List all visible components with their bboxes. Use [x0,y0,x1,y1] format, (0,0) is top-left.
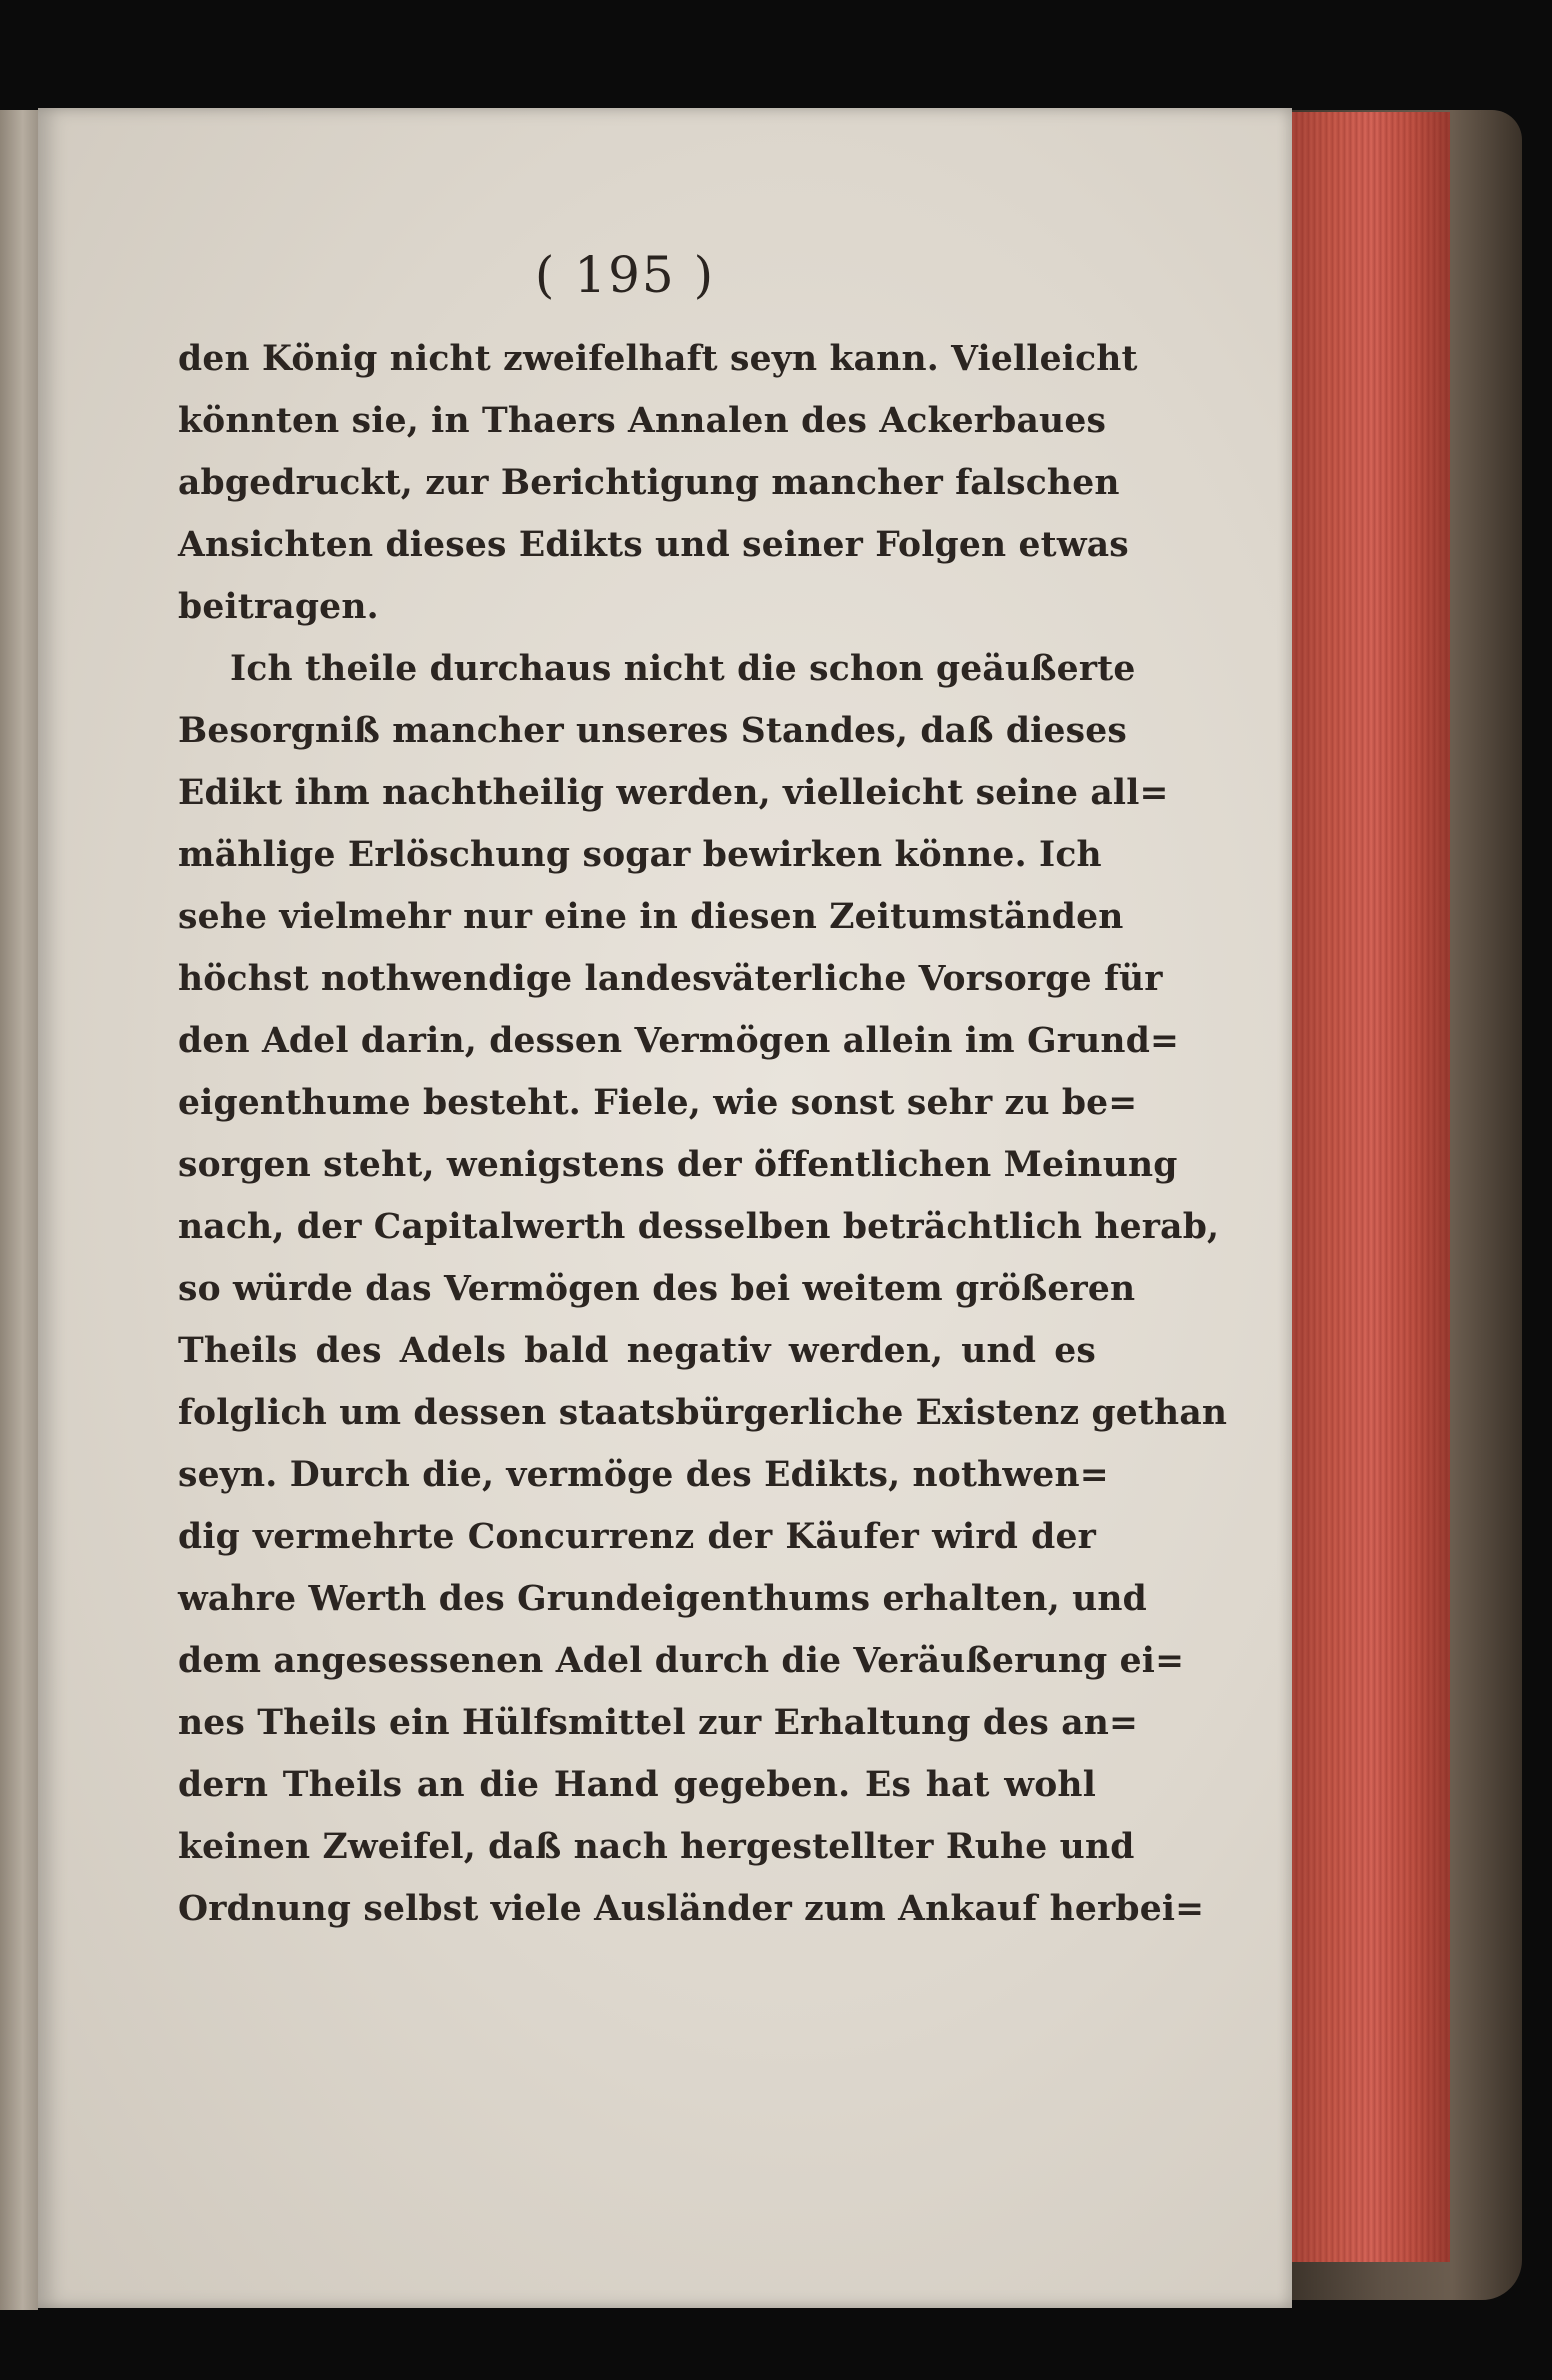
text-line: Theils des Adels bald negativ werden, und es [178,1331,1096,1371]
text-line: keinen Zweifel, daß nach hergestellter Ruhe und [178,1827,1135,1867]
text-line: mählige Erlöschung sogar bewirken könne. Ich [178,835,1102,875]
text-line: Edikt ihm nachtheilig werden, vielleicht seine all= [178,773,1169,813]
red-page-edges [1290,112,1450,2262]
text-line: sehe vielmehr nur eine in diesen Zeitumständen [178,897,1124,937]
text-line: sorgen steht, wenigstens der öffentlichen Meinung [178,1145,1178,1185]
text-line: Ansichten dieses Edikts und seiner Folgen etwas [178,525,1129,565]
previous-page-edge [0,110,38,2310]
book-page [38,108,1292,2308]
text-line: höchst nothwendige landesväterliche Vorsorge für [178,959,1163,999]
text-line: seyn. Durch die, vermöge des Edikts, nothwen= [178,1455,1109,1495]
text-line: abgedruckt, zur Berichtigung mancher falschen [178,463,1120,503]
text-line: so würde das Vermögen des bei weitem größeren [178,1269,1136,1309]
text-line: wahre Werth des Grundeigenthums erhalten, und [178,1579,1148,1619]
text-line: folglich um dessen staatsbürgerliche Existenz gethan [178,1393,1228,1433]
text-line: eigenthume besteht. Fiele, wie sonst sehr zu be= [178,1083,1138,1123]
text-line: den König nicht zweifelhaft seyn kann. Vielleicht [178,339,1138,379]
page-number: ( 195 ) [534,246,716,304]
text-line: nes Theils ein Hülfsmittel zur Erhaltung des an= [178,1703,1139,1743]
body-text [178,328,1228,1940]
text-line: den Adel darin, dessen Vermögen allein im Grund= [178,1021,1180,1061]
text-line: dern Theils an die Hand gegeben. Es hat wohl [178,1765,1096,1805]
text-line: Besorgniß mancher unseres Standes, daß dieses [178,711,1128,751]
text-line: nach, der Capitalwerth desselben beträchtlich herab, [178,1207,1220,1247]
text-line: beitragen. [178,587,379,627]
text-line: dig vermehrte Concurrenz der Käufer wird der [178,1517,1096,1557]
text-line: könnten sie, in Thaers Annalen des Ackerbaues [178,401,1107,441]
text-line: Ich theile durchaus nicht die schon geäußerte [230,649,1136,689]
text-line: dem angesessenen Adel durch die Veräußerung ei= [178,1641,1185,1681]
text-line: Ordnung selbst viele Ausländer zum Ankauf herbei= [178,1889,1205,1929]
